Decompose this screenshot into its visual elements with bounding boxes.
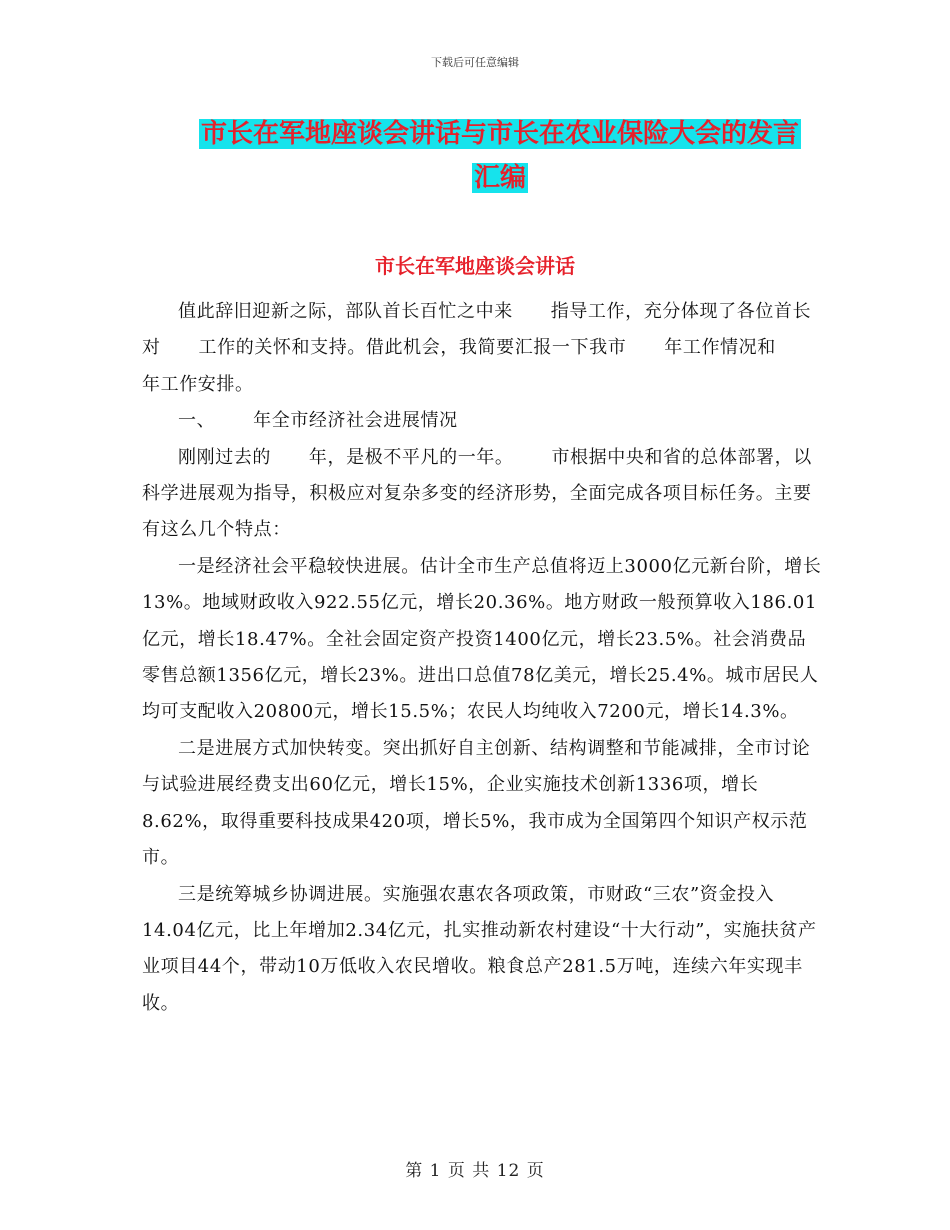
header-note: 下载后可任意编辑 [431, 56, 519, 69]
paragraph-3: 刚刚过去的 年，是极不平凡的一年。 市根据中央和省的总体部署，以科学进展观为指导，积极应对复杂多变的经济形势，全面完成各项目标任务。主要有这么几个特点： [142, 446, 812, 541]
paragraph-6: 三是统筹城乡协调进展。实施强农惠农各项政策，市财政“三农”资金投入14.04亿元，比上年增加2.34亿元，扎实推动新农村建设“十大行动”，实施扶贫产业项目44个，带动10万低收入农民增收。粮食总产281.5万吨，连续六年实现丰收。 [142, 883, 817, 1014]
body-text [142, 294, 822, 1022]
paragraph-1: 值此辞旧迎新之际，部队首长百忙之中来 指导工作，充分体现了各位首长对 工作的关怀和支持。借此机会，我简要汇报一下我市 年工作情况和 年工作安排。 [142, 301, 814, 395]
paragraph-2: 一、 年全市经济社会进展情况 [178, 410, 458, 432]
document-title-line1: 市长在军地座谈会讲话与市长在农业保险大会的发言 [200, 119, 799, 149]
paragraph-4: 一是经济社会平稳较快进展。估计全市生产总值将迈上3000亿元新台阶，增长13%。地域财政收入922.55亿元，增长20.36%。地方财政一般预算收入186.01亿元，增长18.47%。全社会固定资产投资1400亿元，增长23.5%。社会消费品零售总额1356亿元，增长23%。进出口总值78亿美元，增长25.4%。城市居民人均可支配收入20800元，增长15.5%；农民人均纯收入7200元，增长14.3%。 [142, 555, 822, 723]
document-title-line2: 汇编 [473, 163, 526, 193]
page-footer: 第 1 页 共 12 页 [405, 1161, 545, 1181]
document-title [120, 112, 880, 200]
section-title: 市长在军地座谈会讲话 [375, 254, 575, 278]
paragraph-5: 二是进展方式加快转变。突出抓好自主创新、结构调整和节能减排，全市讨论与试验进展经费支出60亿元，增长15%，企业实施技术创新1336项，增长8.62%，取得重要科技成果420项，增长5%，我市成为全国第四个知识产权示范市。 [142, 737, 811, 869]
